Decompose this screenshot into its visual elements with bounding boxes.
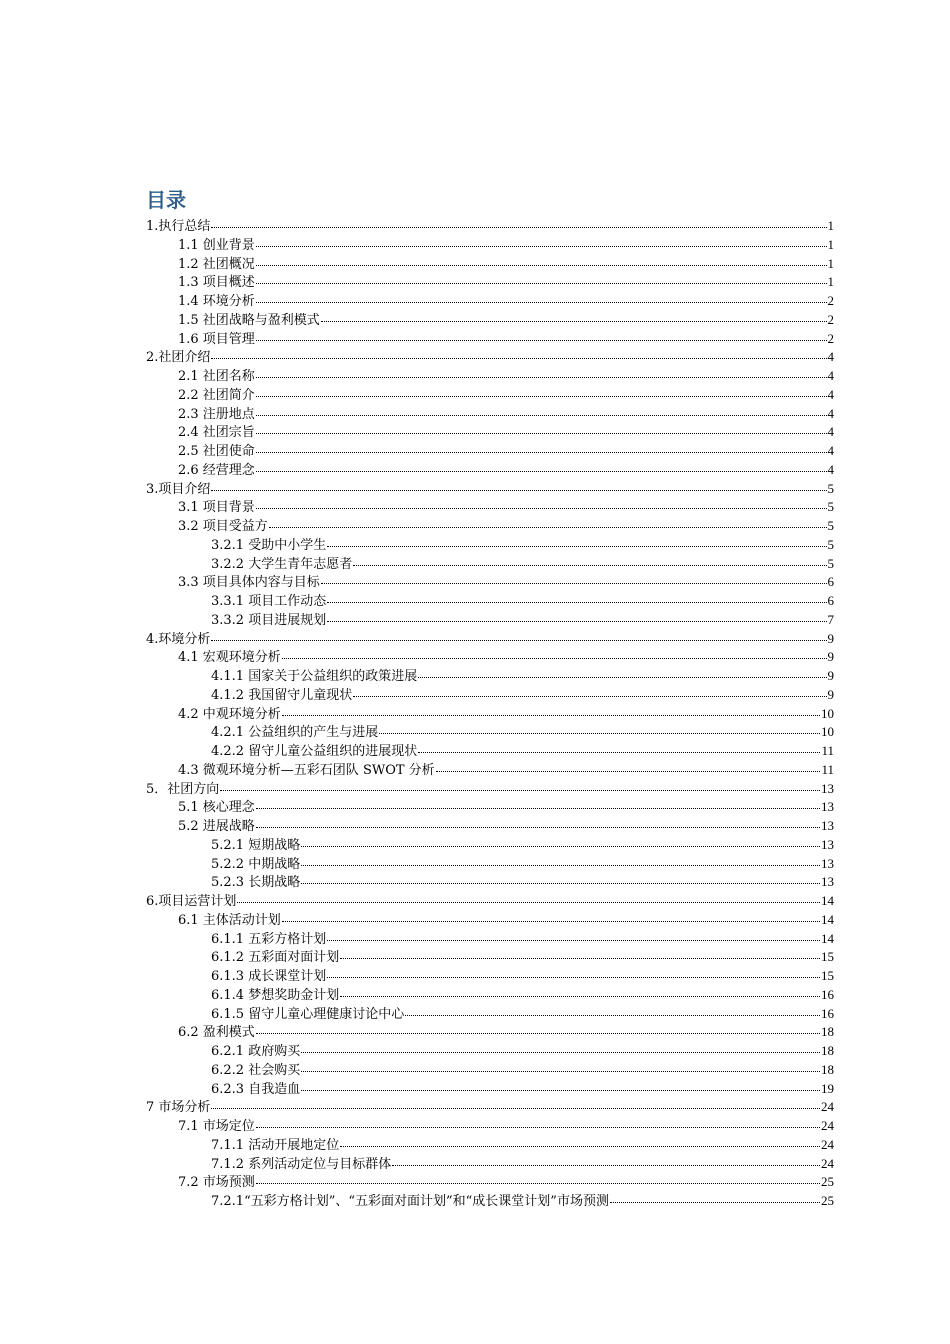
- toc-entry-label: 5.2.2 中期战略: [211, 856, 301, 872]
- toc-entry-label: 6.1.5 留守儿童心理健康讨论中心: [211, 1006, 405, 1022]
- toc-entry-label: 6.1.1 五彩方格计划: [211, 931, 327, 947]
- toc-entry-label: 1.3 项目概述: [178, 275, 255, 291]
- toc-entry-label: 1.6 项目管理: [178, 331, 255, 347]
- dot-leader: [418, 740, 820, 753]
- toc-entry-label: 5.2 进展战略: [178, 819, 255, 834]
- toc-entry-label: 5.1 核心理念: [178, 800, 255, 816]
- toc-entry-page-number: 1: [827, 218, 834, 233]
- dot-leader: [327, 534, 826, 547]
- toc-entry-label: 5.2.3 长期战略: [211, 875, 301, 891]
- toc-entry-label: 7.1.1 活动开展地定位: [211, 1137, 340, 1153]
- dot-leader: [256, 365, 827, 378]
- toc-entry-page-number: 11: [821, 761, 834, 777]
- toc-entry-label: 3.3.1 项目工作动态: [211, 594, 327, 609]
- toc-entry-label: 2.1 社团名称: [178, 369, 255, 384]
- toc-entry-label: 6.项目运营计划: [146, 894, 237, 909]
- toc-entry-page-number: 24: [821, 1155, 834, 1171]
- toc-entry-page-number: 24: [821, 1099, 834, 1115]
- toc-entry-page-number: 13: [821, 836, 834, 852]
- toc-entry-label: 6.2.2 社会购买: [211, 1062, 301, 1078]
- toc-entry-page-number: 13: [821, 799, 834, 815]
- toc-entry-label: 6.2.1 政府购买: [211, 1044, 301, 1059]
- toc-entry-page-number: 25: [821, 1193, 834, 1208]
- dot-leader: [256, 384, 827, 397]
- toc-entry-label: 6.1.2 五彩面对面计划: [211, 950, 340, 966]
- dot-leader: [301, 1078, 820, 1091]
- toc-entry-label: 4.环境分析: [146, 631, 211, 647]
- dot-leader: [327, 590, 826, 603]
- toc-entry-label: 7.2 市场预测: [178, 1175, 255, 1191]
- toc-entry-page-number: 13: [821, 874, 834, 890]
- toc-entry-page-number: 24: [821, 1136, 834, 1152]
- toc-entry-page-number: 9: [827, 686, 834, 702]
- toc-entry-page-number: 4: [827, 461, 834, 477]
- toc-entry-page-number: 5: [827, 536, 834, 552]
- dot-leader: [211, 1096, 820, 1109]
- toc-entry-page-number: 13: [821, 818, 834, 833]
- toc-entry[interactable]: [146, 1192, 834, 1211]
- dot-leader: [256, 815, 820, 828]
- toc-entry-page-number: 15: [821, 968, 834, 983]
- toc-entry-label: 3.3 项目具体内容与目标: [178, 575, 320, 591]
- toc-entry-page-number: 16: [821, 986, 834, 1002]
- toc-entry-label: 6.2 盈利模式: [178, 1025, 255, 1041]
- toc-entry-page-number: 4: [827, 443, 834, 458]
- dot-leader: [237, 890, 820, 903]
- dot-leader: [256, 328, 827, 341]
- dot-leader: [256, 403, 827, 416]
- toc-entry-label: 2.3 注册地点: [178, 406, 255, 422]
- toc-entry-page-number: 15: [821, 949, 834, 965]
- dot-leader: [436, 759, 821, 772]
- toc-entry-page-number: 9: [827, 668, 834, 683]
- toc-entry-page-number: 4: [827, 368, 834, 383]
- dot-leader: [256, 271, 827, 284]
- dot-leader: [256, 796, 820, 809]
- toc-entry-page-number: 4: [827, 405, 834, 421]
- toc-entry-page-number: 2: [827, 311, 834, 327]
- dot-leader: [256, 1115, 820, 1128]
- toc-entry-page-number: 4: [827, 386, 834, 402]
- dot-leader: [321, 571, 827, 584]
- dot-leader: [256, 440, 827, 453]
- toc-entry-page-number: 2: [827, 293, 834, 308]
- toc-entry-label: 7.1 市场定位: [178, 1119, 255, 1134]
- toc-entry-label: 7.2.1“五彩方格计划”、“五彩面对面计划”和“成长课堂计划”市场预测: [211, 1194, 609, 1209]
- toc-entry-label: 7.1.2 系列活动定位与目标群体: [211, 1156, 392, 1172]
- toc-entry-label: 6.1.3 成长课堂计划: [211, 969, 327, 984]
- dot-leader: [301, 853, 820, 866]
- toc-entry-label: 3.项目介绍: [146, 481, 211, 497]
- dot-leader: [418, 665, 826, 678]
- toc-title: 目录: [146, 188, 186, 212]
- dot-leader: [282, 909, 820, 922]
- dot-leader: [256, 421, 827, 434]
- toc-entry-page-number: 9: [827, 649, 834, 665]
- toc-entry-page-number: 18: [821, 1043, 834, 1058]
- toc-entry-page-number: 5: [827, 499, 834, 515]
- toc-entry-label: 1.执行总结: [146, 219, 211, 234]
- dot-leader: [256, 290, 827, 303]
- toc-entry-label: 4.2.2 留守儿童公益组织的进展现状: [211, 744, 418, 759]
- toc-entry-page-number: 5: [827, 518, 834, 533]
- dot-leader: [256, 459, 827, 472]
- toc-entry-label: 4.1.2 我国留守儿童现状: [211, 687, 353, 703]
- toc-entry-page-number: 10: [821, 724, 834, 740]
- dot-leader: [211, 215, 826, 228]
- dot-leader: [301, 871, 820, 884]
- toc-entry-page-number: 18: [821, 1024, 834, 1040]
- dot-leader: [301, 834, 820, 847]
- dot-leader: [220, 778, 820, 791]
- toc-entry-page-number: 5: [827, 480, 834, 496]
- dot-leader: [282, 646, 827, 659]
- dot-leader: [405, 1003, 820, 1016]
- dot-leader: [327, 928, 820, 941]
- toc-entry-page-number: 19: [821, 1080, 834, 1096]
- dot-leader: [301, 1040, 820, 1053]
- toc-entry-label: 5．社团方向: [146, 781, 220, 797]
- dot-leader: [340, 946, 820, 959]
- dot-leader: [610, 1190, 820, 1203]
- toc-entry-label: 3.2.2 大学生青年志愿者: [211, 556, 353, 572]
- dot-leader: [211, 478, 826, 491]
- dot-leader: [256, 1021, 820, 1034]
- dot-leader: [327, 965, 820, 978]
- dot-leader: [269, 515, 827, 528]
- toc-entry-label: 3.2.1 受助中小学生: [211, 537, 327, 553]
- toc-entry-page-number: 18: [821, 1061, 834, 1077]
- toc-entry-label: 6.1.4 梦想奖助金计划: [211, 987, 340, 1003]
- toc-entry-page-number: 14: [821, 911, 834, 927]
- toc-entry-page-number: 14: [821, 930, 834, 946]
- toc-entry-label: 4.2 中观环境分析: [178, 706, 281, 722]
- toc-entry-page-number: 10: [821, 705, 834, 721]
- dot-leader: [211, 346, 826, 359]
- toc-entry-label: 1.2 社团概况: [178, 256, 255, 272]
- toc-entry-label: 4.1 宏观环境分析: [178, 650, 281, 666]
- toc-entry-label: 4.2.1 公益组织的产生与进展: [211, 725, 379, 741]
- toc-entry-page-number: 4: [827, 349, 834, 365]
- dot-leader: [282, 703, 820, 716]
- dot-leader: [256, 1171, 820, 1184]
- dot-leader: [301, 1059, 820, 1072]
- toc-entry-label: 3.1 项目背景: [178, 500, 255, 516]
- dot-leader: [340, 984, 820, 997]
- toc-entry-label: 3.2 项目受益方: [178, 519, 268, 534]
- dot-leader: [353, 684, 826, 697]
- toc-entry-page-number: 11: [821, 743, 834, 758]
- toc-entry-label: 4.3 微观环境分析—五彩石团队 SWOT 分析: [178, 762, 435, 778]
- toc-entry-page-number: 6: [827, 574, 834, 590]
- dot-leader: [256, 253, 827, 266]
- toc-entry-label: 2.5 社团使命: [178, 444, 255, 459]
- toc-entry-page-number: 5: [827, 555, 834, 571]
- toc-entry-page-number: 1: [827, 255, 834, 271]
- dot-leader: [327, 609, 826, 622]
- toc-entry-page-number: 25: [821, 1174, 834, 1190]
- toc-entry-label: 2.4 社团宗旨: [178, 425, 255, 441]
- toc-entry-page-number: 13: [821, 780, 834, 796]
- toc-entry-page-number: 1: [827, 236, 834, 252]
- toc-entry-label: 6.1 主体活动计划: [178, 912, 281, 928]
- toc-entry-label: 7 市场分析: [146, 1100, 211, 1116]
- toc-entry-page-number: 16: [821, 1005, 834, 1021]
- toc-entry-page-number: 7: [827, 611, 834, 627]
- toc-entry-label: 1.1 创业背景: [178, 237, 255, 253]
- toc-entry-label: 1.5 社团战略与盈利模式: [178, 312, 320, 328]
- toc-entry-label: 4.1.1 国家关于公益组织的政策进展: [211, 669, 418, 684]
- toc-entry-page-number: 24: [821, 1118, 834, 1133]
- dot-leader: [256, 234, 827, 247]
- toc-entry-page-number: 13: [821, 855, 834, 871]
- dot-leader: [211, 628, 826, 641]
- toc-entry-label: 2.2 社团简介: [178, 387, 255, 403]
- toc-entry-page-number: 14: [821, 893, 834, 908]
- toc-entry-page-number: 2: [827, 330, 834, 346]
- dot-leader: [256, 496, 827, 509]
- dot-leader: [321, 309, 827, 322]
- toc-entry-page-number: 4: [827, 424, 834, 440]
- toc-entry-label: 2.社团介绍: [146, 350, 211, 366]
- toc-entry-label: 6.2.3 自我造血: [211, 1081, 301, 1097]
- toc-entry-label: 1.4 环境分析: [178, 294, 255, 309]
- toc-entry-label: 2.6 经营理念: [178, 462, 255, 478]
- dot-leader: [340, 1134, 820, 1147]
- toc-entry-page-number: 9: [827, 630, 834, 646]
- toc-entry-label: 5.2.1 短期战略: [211, 837, 301, 853]
- table-of-contents: [146, 217, 834, 1211]
- toc-entry-page-number: 1: [827, 274, 834, 290]
- dot-leader: [392, 1153, 820, 1166]
- dot-leader: [353, 553, 826, 566]
- toc-entry-page-number: 6: [827, 593, 834, 608]
- dot-leader: [379, 721, 820, 734]
- toc-entry-label: 3.3.2 项目进展规划: [211, 612, 327, 628]
